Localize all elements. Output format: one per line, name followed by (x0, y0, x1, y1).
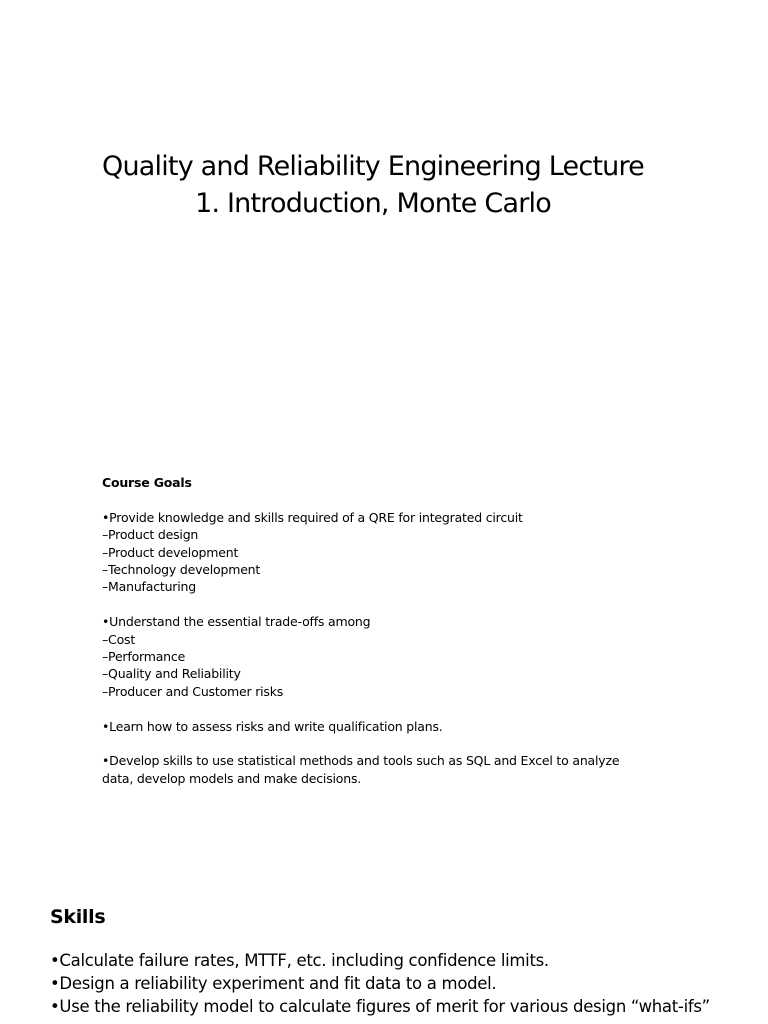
skill-item: •Use the reliability model to calculate figures of merit for various design “what-ifs” (50, 997, 710, 1016)
goal-bullet: •Learn how to assess risks and write qualification plans. (102, 718, 443, 734)
spacer (102, 596, 702, 613)
spacer (102, 700, 702, 717)
goal-subitem: –Technology development (102, 562, 261, 578)
goal-subitem: –Product development (102, 544, 239, 560)
title-line-1: Quality and Reliability Engineering Lecture (102, 151, 644, 182)
course-goals-heading: Course Goals (102, 475, 192, 490)
goal-bullet: •Develop skills to use statistical methods and tools such as SQL and Excel to analyze (102, 753, 620, 769)
page-title (0, 148, 746, 222)
goal-subitem: –Performance (102, 649, 186, 665)
goal-bullet: •Understand the essential trade-offs among (102, 614, 371, 630)
skills-heading: Skills (50, 906, 106, 928)
skill-item: •Calculate failure rates, MTTF, etc. including confidence limits. (50, 951, 549, 970)
skills-section (50, 903, 768, 1018)
spacer (102, 735, 702, 752)
goal-subitem: –Producer and Customer risks (102, 683, 284, 699)
goal-subitem: –Cost (102, 631, 136, 647)
goal-bullet: •Provide knowledge and skills required of a QRE for integrated circuit (102, 509, 523, 525)
course-goals-section (102, 474, 702, 787)
goal-subitem: –Manufacturing (102, 579, 196, 595)
goal-subitem: –Quality and Reliability (102, 666, 241, 682)
skill-item: •Design a reliability experiment and fit data to a model. (50, 974, 497, 993)
goal-continuation: data, develop models and make decisions. (102, 770, 362, 786)
goal-subitem: –Product design (102, 527, 199, 543)
title-line-2: 1. Introduction, Monte Carlo (195, 188, 551, 219)
